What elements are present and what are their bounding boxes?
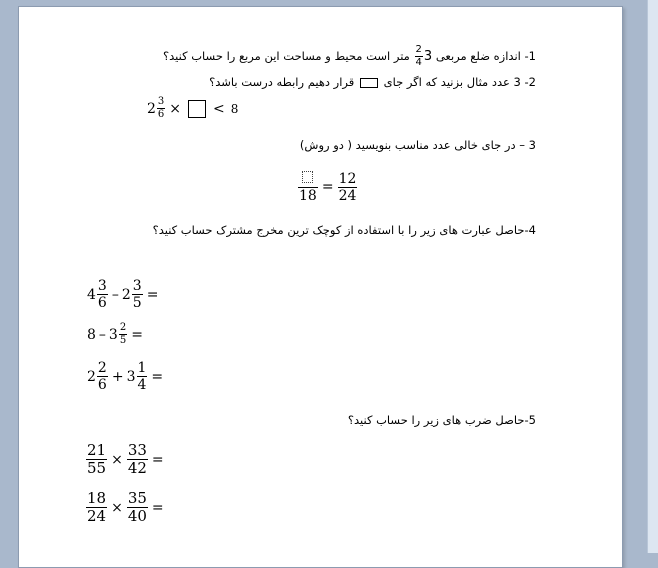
- q3-right-numerator: 12: [338, 170, 357, 187]
- q5-expression-1: [85, 443, 167, 476]
- q5-expression-2: [85, 491, 167, 524]
- question-5-text: 5-حاصل ضرب های زیر را حساب کنید؟: [347, 413, 536, 427]
- minus-sign: –: [111, 286, 119, 303]
- question-4-text: 4-حاصل عبارت های زیر را با استفاده از کوچک ترین مخرج مشترک حساب کنید؟: [152, 223, 536, 237]
- document-page: [18, 6, 623, 568]
- q4-1-den-2: 5: [132, 295, 142, 311]
- q4-expression-1: [87, 279, 161, 310]
- q4-2-whole-1: 8: [87, 326, 96, 343]
- less-than-sign: <: [213, 100, 225, 117]
- q5-1-fraction-2: [127, 443, 148, 476]
- q4-3-num-2: 1: [137, 360, 147, 376]
- q5-1-den-2: 42: [127, 459, 147, 477]
- q5-2-fraction-2: [127, 491, 148, 524]
- q4-3-fraction-2: [137, 361, 148, 392]
- q2-denominator: 6: [157, 109, 165, 120]
- q2-numerator: 3: [157, 96, 165, 107]
- q4-expression-2: [87, 323, 146, 346]
- q5-1-den-1: 55: [87, 459, 107, 477]
- question-3: [300, 138, 536, 152]
- blank-box: [188, 100, 206, 118]
- equals-sign: =: [146, 286, 159, 303]
- q2-whole: 2: [147, 100, 156, 117]
- q5-1-num-2: 33: [127, 441, 147, 459]
- equals-sign: =: [131, 326, 143, 343]
- q3-left-fraction: [298, 171, 318, 203]
- q2-rhs: 8: [230, 101, 239, 116]
- question-2: [209, 75, 536, 89]
- q4-3-den-2: 4: [137, 377, 147, 393]
- q5-2-num-1: 18: [87, 489, 107, 507]
- plus-sign: +: [111, 368, 124, 385]
- question-1-whole: 3: [423, 49, 433, 64]
- q5-2-den-2: 40: [127, 507, 147, 525]
- times-sign: ×: [111, 499, 123, 516]
- q2-fraction: [157, 97, 165, 120]
- q4-1-whole-1: 4: [87, 286, 96, 303]
- equals-sign: =: [151, 499, 164, 516]
- q4-2-whole-2: 3: [108, 326, 118, 343]
- question-1: [163, 45, 536, 68]
- minus-sign: –: [98, 326, 106, 343]
- q4-3-whole-2: 3: [126, 368, 136, 385]
- times-sign: ×: [169, 100, 182, 117]
- q4-1-whole-2: 2: [121, 286, 131, 303]
- q5-1-fraction-1: [86, 443, 107, 476]
- question-5: [348, 413, 536, 427]
- question-4: [153, 223, 536, 237]
- q4-3-num-1: 2: [97, 360, 107, 376]
- q3-right-denominator: 24: [338, 187, 357, 204]
- question-1-text-before: 1- اندازه ضلع مربعی: [435, 49, 536, 63]
- times-sign: ×: [111, 451, 123, 468]
- q5-1-num-1: 21: [87, 441, 107, 459]
- vertical-scrollbar[interactable]: [647, 0, 658, 553]
- q4-3-whole-1: 2: [87, 368, 96, 385]
- q3-right-fraction: [338, 172, 358, 203]
- q3-left-denominator: 18: [299, 188, 317, 204]
- q4-3-fraction-1: [97, 361, 108, 392]
- q4-1-num-1: 3: [97, 278, 107, 294]
- q4-1-num-2: 3: [132, 278, 142, 294]
- question-1-denominator: 4: [415, 57, 422, 68]
- question-2-text-after: قرار دهیم رابطه درست باشد؟: [209, 75, 355, 89]
- equals-sign: =: [151, 368, 164, 385]
- q3-left-numerator: [301, 171, 314, 187]
- equals-sign: =: [321, 179, 334, 195]
- q4-2-fraction: [119, 323, 127, 346]
- q4-1-fraction-2: [132, 279, 143, 310]
- question-1-numerator: 2: [415, 44, 422, 55]
- question-2-text-before: 2- 3 عدد مثال بزنید که اگر جای: [383, 75, 536, 89]
- q4-expression-3: [87, 361, 166, 392]
- q5-2-fraction-1: [86, 491, 107, 524]
- question-1-text-after: متر است محیط و مساحت این مربع را حساب کنید؟: [163, 49, 410, 63]
- q5-2-num-2: 35: [127, 489, 147, 507]
- q5-2-den-1: 24: [87, 507, 107, 525]
- q4-2-num: 2: [119, 322, 127, 333]
- question-3-equation: [297, 171, 358, 203]
- q4-1-den-1: 6: [97, 295, 107, 311]
- equals-sign: =: [151, 451, 164, 468]
- q4-3-den-1: 6: [97, 377, 107, 393]
- question-1-fraction: [415, 45, 423, 68]
- question-2-expression: [147, 97, 241, 120]
- q4-1-fraction-1: [97, 279, 108, 310]
- q4-2-den: 5: [119, 335, 127, 346]
- question-3-text: 3 – در جای خالی عدد مناسب بنویسید ( دو روش): [299, 138, 536, 152]
- placeholder-box-icon: [360, 78, 378, 88]
- dotted-blank-box: [302, 171, 313, 183]
